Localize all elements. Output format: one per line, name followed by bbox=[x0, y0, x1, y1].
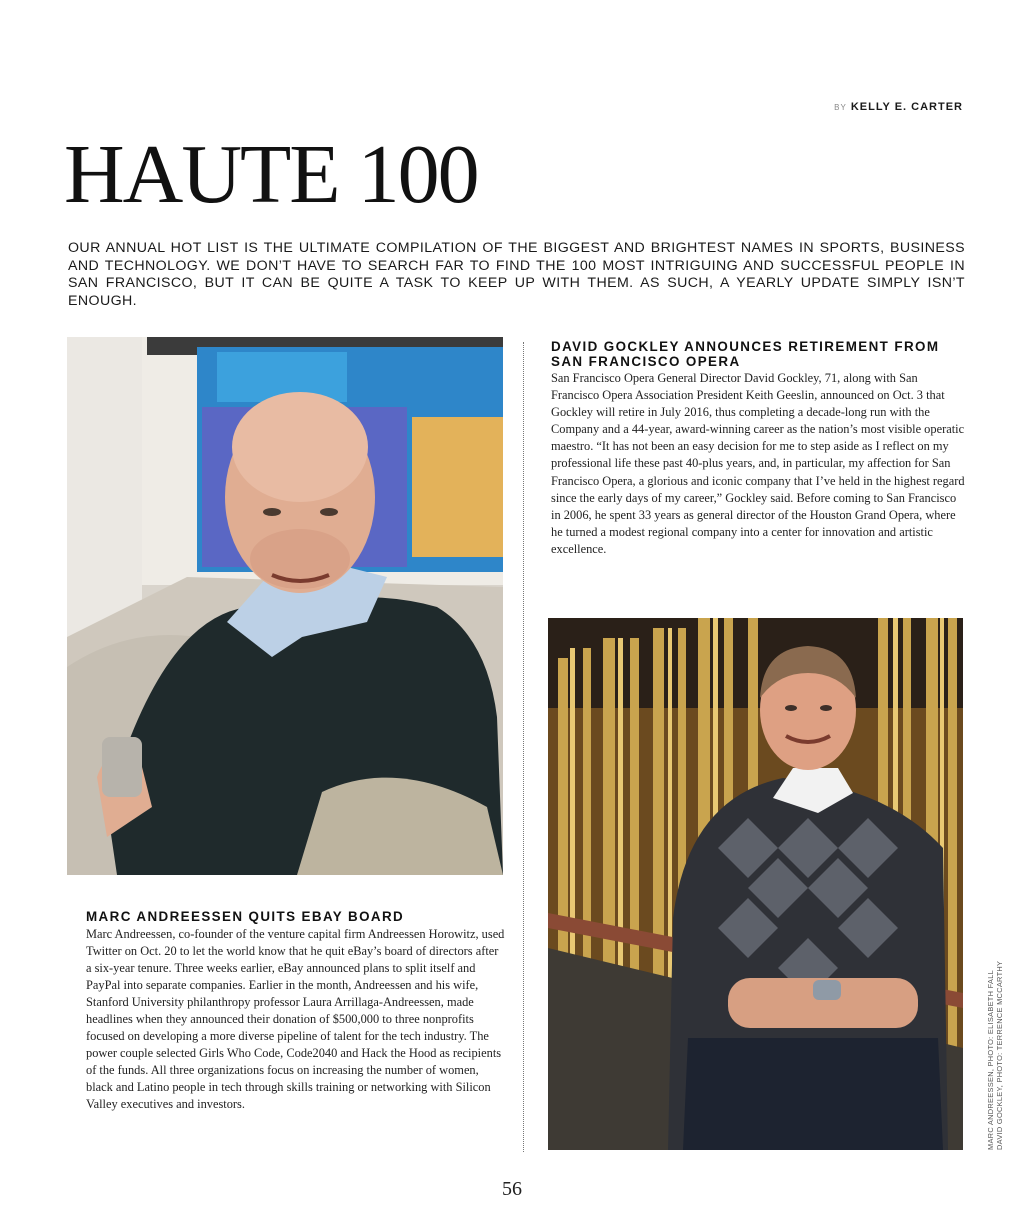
david-gockley-story bbox=[551, 340, 966, 558]
david-gockley-photo bbox=[548, 618, 963, 1150]
marc-andreessen-headline: MARC ANDREESSEN QUITS EBAY BOARD bbox=[86, 909, 405, 924]
david-gockley-body: San Francisco Opera General Director David Gockley, 71, along with San Francisco Opera Association President Keith Geeslin, announced on Oct. 3 that Gockley will retire in July 2016, thus completing a decade-long run with the Company and a 44-year, award-winning career as the nation’s most visible operatic maestro. “It has not been an easy decision for me to step aside as I reflect on my professional life these past 40-plus years, and, in particular, my affection for San Francisco Opera, a glorious and iconic company that I’ve held in the highest regard since the early days of my career,” Gockley said. Before coming to San Francisco in 2006, he spent 33 years as general director of the Houston Grand Opera, where he turned a modest regional company into a center for innovation and artistic excellence. bbox=[551, 371, 965, 556]
intro-paragraph: OUR ANNUAL HOT LIST IS THE ULTIMATE COMPILATION OF THE BIGGEST AND BRIGHTEST NAMES IN SPORTS, BUSINESS AND TECHNOLOGY. WE DON’T HAVE TO SEARCH FAR TO FIND THE 100 MOST INTRIGUING AND SUCCESSFUL PEOPLE IN SAN FRANCISCO, BUT IT CAN BE QUITE A TASK TO KEEP UP WITH THEM. AS SUCH, A YEARLY UPDATE SIMPLY ISN’T ENOUGH. bbox=[68, 240, 965, 309]
photo-credit-david: DAVID GOCKLEY, PHOTO: TERRENCE MCCARTHY bbox=[995, 960, 1004, 1150]
byline-author: KELLY E. CARTER bbox=[850, 101, 963, 113]
photo-credit-marc: MARC ANDREESSEN, PHOTO: ELISABETH FALL bbox=[986, 969, 995, 1150]
marc-andreessen-story bbox=[86, 910, 506, 1114]
byline bbox=[834, 101, 963, 113]
column-divider bbox=[523, 342, 524, 1152]
marc-andreessen-body: Marc Andreessen, co-founder of the venture capital firm Andreessen Horowitz, used Twitter on Oct. 20 to let the world know that he quit eBay’s board of directors after a six-year tenure. Three weeks earlier, eBay announced plans to split itself and PayPal into separate companies. Earlier in the month, Andreessen and his wife, Stanford University philanthropy professor Laura Arrillaga-Andreessen, made headlines when they announced their donation of $500,000 to three nonprofits focused on developing a more diverse pipeline of talent for the tech industry. The power couple selected Girls Who Code, Code2040 and Hack the Hood as recipients of the funds. All three organizations focus on increasing the number of women, black and Latino people in tech through skills training or networking with Silicon Valley executives and investors. bbox=[86, 926, 505, 1112]
page-number: 56 bbox=[502, 1178, 522, 1200]
byline-prefix: BY bbox=[834, 103, 847, 112]
page-title: HAUTE 100 bbox=[64, 128, 478, 221]
photo-credits bbox=[986, 961, 1004, 1150]
david-gockley-headline: DAVID GOCKLEY ANNOUNCES RETIREMENT FROM SAN FRANCISCO OPERA bbox=[551, 339, 940, 369]
marc-andreessen-photo bbox=[67, 337, 503, 875]
